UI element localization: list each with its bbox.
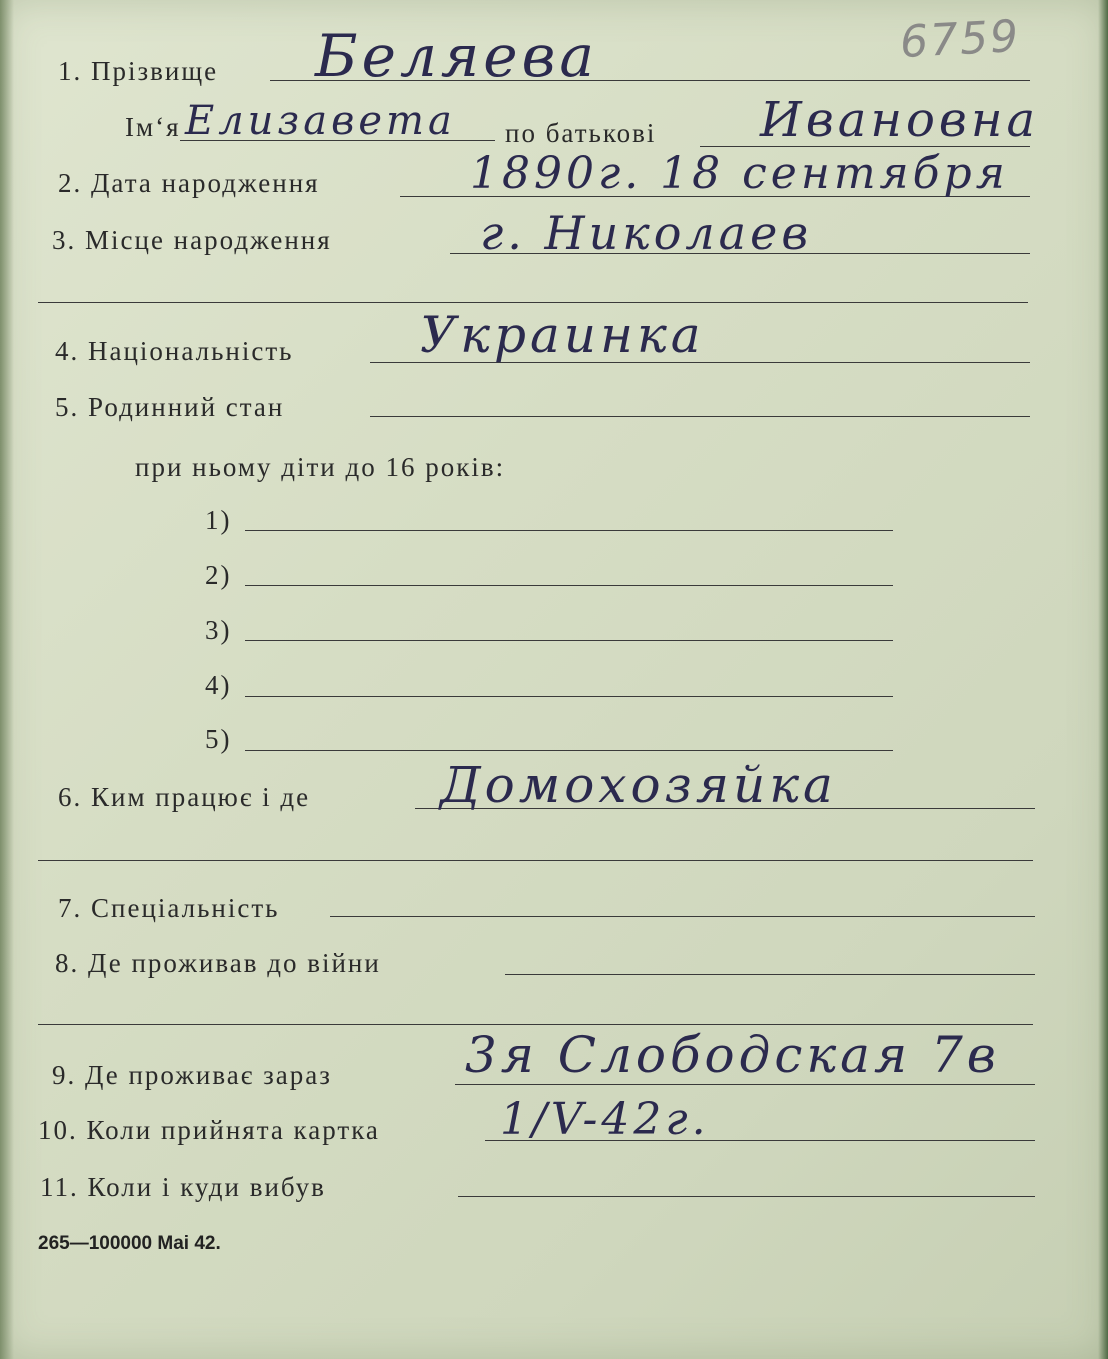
children-label: при ньому діти до 16 років: [135, 452, 506, 482]
print-run-footer: 265—100000 Mai 42. [38, 1233, 221, 1254]
birthplace-extra-line [38, 302, 1028, 303]
child-2-line [245, 585, 893, 586]
archive-number: 6759 [898, 10, 1022, 69]
child-4-line [245, 696, 893, 697]
nationality-value: Украинка [420, 306, 705, 364]
child-1-label: 1) [205, 505, 232, 535]
surname-label: 1. Прізвище [58, 56, 219, 86]
marital-line [370, 416, 1030, 417]
child-4-label: 4) [205, 670, 232, 700]
current-value: 3я Слободская 7в [465, 1026, 1000, 1084]
surname-value: Беляева [315, 22, 598, 90]
prewar-label: 8. Де проживав до війни [55, 948, 381, 978]
birthplace-value: г. Николаев [480, 206, 813, 260]
departure-label: 11. Коли і куди вибув [40, 1172, 326, 1202]
child-1-line [245, 530, 893, 531]
birthdate-value: 1890г. 18 сентября [470, 148, 1009, 199]
name-value: Елизавета [185, 98, 456, 144]
specialty-label: 7. Спеціальність [58, 893, 280, 923]
patronymic-value: Ивановна [760, 92, 1040, 148]
marital-label: 5. Родинний стан [55, 392, 285, 422]
card-left-edge-shadow [0, 0, 14, 1359]
birthplace-label: 3. Місце народження [52, 225, 332, 255]
current-label: 9. Де проживає зараз [52, 1060, 332, 1090]
specialty-line [330, 916, 1035, 917]
work-extra-line [38, 860, 1033, 861]
prewar-extra-line [38, 1024, 1033, 1025]
departure-line [458, 1196, 1035, 1197]
card-right-edge-shadow [1098, 0, 1108, 1359]
card-date-value: 1/V-42г. [500, 1094, 710, 1145]
prewar-line [505, 974, 1035, 975]
child-5-line [245, 750, 893, 751]
name-label: Ім‘я [125, 112, 181, 142]
child-3-label: 3) [205, 615, 232, 645]
birthdate-label: 2. Дата народження [58, 168, 320, 198]
patronymic-label: по батькові [505, 118, 657, 148]
nationality-label: 4. Національність [55, 336, 294, 366]
work-value: Домохозяйка [440, 756, 837, 814]
child-3-line [245, 640, 893, 641]
current-line [455, 1084, 1035, 1085]
child-5-label: 5) [205, 724, 232, 754]
card-date-label: 10. Коли прийнята картка [38, 1115, 380, 1145]
child-2-label: 2) [205, 560, 232, 590]
work-label: 6. Ким працює і де [58, 782, 311, 812]
